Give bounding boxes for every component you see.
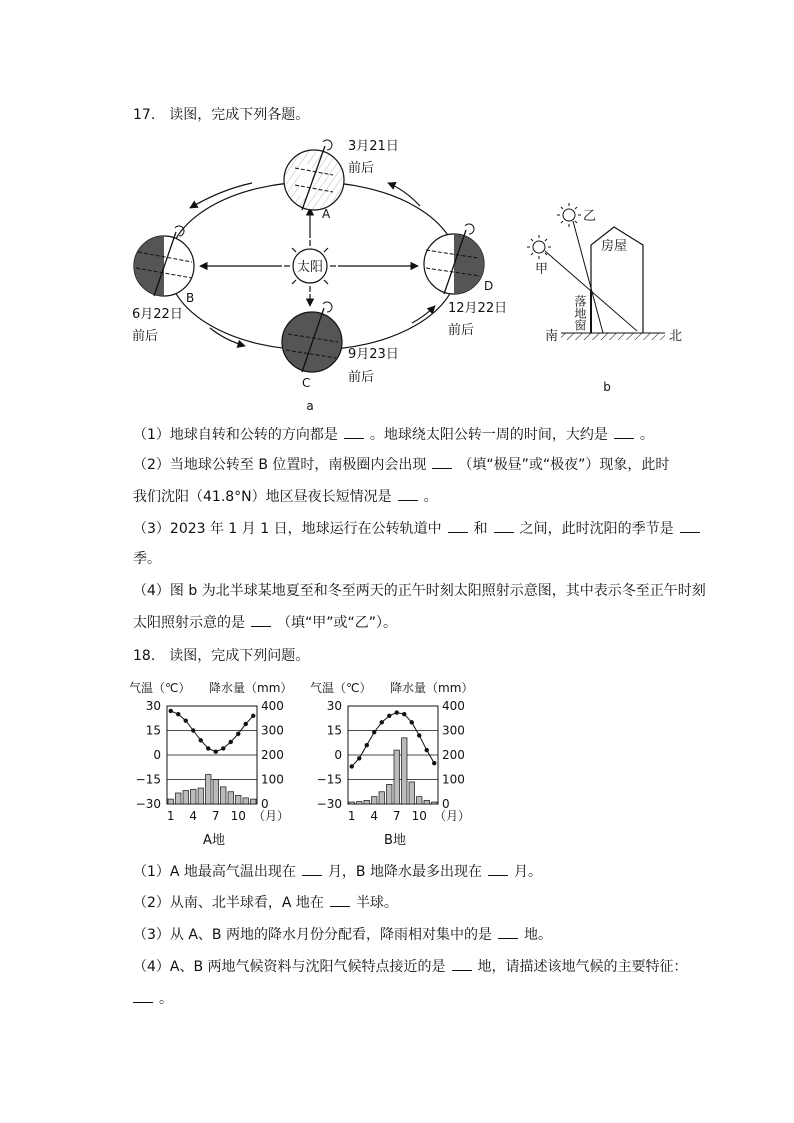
temp-tick-label: 30 [145, 699, 161, 713]
temp-point [432, 761, 436, 765]
precip-bar [236, 795, 242, 804]
temp-point [417, 733, 421, 737]
answer-blank[interactable] [330, 892, 350, 907]
precip-bar [357, 802, 363, 804]
precip-bar [417, 797, 423, 804]
precip-tick-label: 100 [442, 772, 465, 787]
precip-bar [213, 780, 219, 805]
temp-tick-label: −30 [316, 797, 342, 811]
precip-bar [394, 750, 400, 804]
precip-bar [409, 782, 415, 804]
precip-axis-label: 降水量（mm） [390, 681, 474, 695]
chart-title: A地 [203, 833, 225, 848]
answer-blank[interactable] [302, 861, 322, 876]
note-c: 前后 [348, 370, 375, 385]
temp-tick-label: −30 [135, 797, 161, 811]
precip-tick-label: 400 [442, 699, 465, 713]
precip-bar [243, 798, 249, 804]
chart-title: B地 [384, 833, 406, 848]
precip-bar [424, 800, 430, 804]
sun-jia-icon [527, 235, 551, 259]
temp-tick-label: 15 [326, 723, 342, 738]
temp-point [387, 714, 391, 718]
q18-sub4-line2: 。 [133, 988, 173, 1009]
label-point-a: A [322, 207, 331, 221]
note-a: 前后 [348, 161, 375, 176]
temp-point [402, 712, 406, 716]
precip-bar [364, 800, 370, 804]
precip-tick-label: 400 [261, 699, 284, 713]
month-tick-label: 7 [392, 809, 401, 823]
temp-tick-label: 15 [145, 723, 161, 738]
month-unit-label: （月） [434, 809, 471, 823]
q17-sub3-line1: （3）2023 年 1 月 1 日，地球运行在公转轨道中 和 之间，此时沈阳的季节是 [133, 518, 706, 539]
q17-sub4-line2: 太阳照射示意的是 （填“甲”或“乙”）。 [133, 612, 397, 633]
precip-bar [432, 802, 438, 804]
precip-bar [176, 793, 182, 804]
fig-b-caption: b [603, 380, 611, 394]
precip-bar [228, 792, 234, 804]
month-tick-label: 10 [411, 809, 427, 823]
answer-blank[interactable] [452, 956, 472, 971]
note-d: 前后 [448, 323, 475, 338]
precip-tick-label: 0 [442, 797, 450, 811]
q17-number: 17. [133, 107, 156, 123]
month-tick-label: 4 [189, 809, 198, 823]
precip-bar [402, 738, 408, 804]
month-tick-label: 1 [347, 809, 356, 823]
precip-tick-label: 200 [442, 748, 465, 762]
earth-b [134, 226, 194, 296]
month-tick-label: 10 [230, 809, 246, 823]
temp-line [352, 713, 435, 767]
temp-tick-label: −15 [316, 772, 342, 787]
answer-blank[interactable] [133, 988, 153, 1003]
climate-chart-b [306, 676, 486, 851]
precip-bar [349, 802, 355, 804]
fig-a-caption: a [306, 399, 314, 413]
temp-point [199, 738, 203, 742]
temp-tick-label: 0 [153, 748, 161, 762]
month-tick-label: 7 [211, 809, 220, 823]
answer-blank[interactable] [251, 612, 271, 627]
precip-tick-label: 100 [261, 772, 284, 787]
temp-tick-label: −15 [135, 772, 161, 787]
temp-point [372, 730, 376, 734]
label-house: 房屋 [601, 239, 628, 254]
q17-prompt: 读图，完成下列各题。 [169, 107, 310, 123]
precip-bar [191, 789, 197, 804]
temp-point [425, 748, 429, 752]
q17-sub2-line2: 我们沈阳（41.8°N）地区昼夜长短情况是 。 [133, 486, 438, 507]
q18-number: 18. [133, 648, 156, 664]
temp-point [176, 712, 180, 716]
answer-blank[interactable] [614, 424, 634, 439]
q17-title [133, 104, 309, 124]
temp-point [380, 720, 384, 724]
q18-sub2: （2）从南、北半球看，A 地在 半球。 [133, 892, 398, 913]
precip-bar [372, 797, 378, 804]
q17-sub2-line1: （2）当地球公转至 B 位置时，南极圈内会出现 （填“极昼”或“极夜”）现象，此时 [133, 454, 669, 475]
label-point-b: B [186, 291, 195, 305]
precip-bar [183, 791, 189, 804]
temp-tick-label: 30 [326, 699, 342, 713]
temp-axis-label: 气温（℃） [129, 681, 191, 695]
q18-title [133, 645, 309, 665]
precip-tick-label: 300 [442, 723, 465, 738]
q18-prompt: 读图，完成下列问题。 [169, 648, 310, 664]
temp-point [395, 710, 399, 714]
earth-d [424, 224, 484, 294]
precip-bar [379, 792, 385, 804]
temp-tick-label: 0 [334, 748, 342, 762]
month-unit-label: （月） [253, 809, 290, 823]
q18-sub4-line1: （4）A、B 两地气候资料与沈阳气候特点接近的是 地，请描述该地气候的主要特征： [133, 956, 688, 977]
precip-bar [198, 788, 204, 804]
label-point-c: C [302, 376, 311, 390]
month-tick-label: 1 [166, 809, 175, 823]
label-jia: 甲 [535, 262, 549, 277]
precip-bar [387, 784, 393, 804]
temp-axis-label: 气温（℃） [310, 681, 372, 695]
temp-point [357, 756, 361, 760]
date-a: 3月21日 [348, 139, 399, 154]
temp-point [169, 709, 173, 713]
q17-figure-a [120, 128, 520, 418]
label-south: 南 [545, 329, 559, 344]
temp-point [221, 746, 225, 750]
answer-blank[interactable] [488, 861, 508, 876]
precip-bar [168, 799, 174, 804]
date-d: 12月22日 [448, 301, 508, 316]
q17-sub1: （1）地球自转和公转的方向都是 。地球绕太阳公转一周的时间，大约是 。 [133, 424, 654, 445]
q18-sub3: （3）从 A、B 两地的降水月份分配看，降雨相对集中的是 地。 [133, 924, 552, 945]
precip-bar [206, 775, 212, 804]
temp-point [184, 719, 188, 723]
precip-axis-label: 降水量（mm） [209, 681, 293, 695]
q17-sub4-line1: （4）图 b 为北半球某地夏至和冬至两天的正午时刻太阳照射示意图，其中表示冬至正午时刻 [133, 583, 706, 599]
answer-blank[interactable] [344, 424, 364, 439]
precip-bar [251, 799, 257, 804]
earth-c [282, 302, 342, 372]
note-b: 前后 [132, 329, 159, 344]
answer-blank[interactable] [494, 518, 514, 533]
precip-tick-label: 300 [261, 723, 284, 738]
q18-sub1: （1）A 地最高气温出现在 月，B 地降水最多出现在 月。 [133, 861, 542, 882]
label-window: 落地窗 [573, 295, 587, 331]
temp-point [251, 714, 255, 718]
temp-point [236, 732, 240, 736]
date-c: 9月23日 [348, 347, 399, 362]
precip-bar [221, 787, 227, 804]
q17-figure-b [525, 195, 695, 400]
label-yi: 乙 [583, 209, 597, 224]
temp-point [229, 740, 233, 744]
temp-point [206, 746, 210, 750]
answer-blank[interactable] [680, 518, 700, 533]
answer-blank[interactable] [498, 924, 518, 939]
temp-point [410, 720, 414, 724]
temp-point [191, 728, 195, 732]
precip-tick-label: 200 [261, 748, 284, 762]
precip-tick-label: 0 [261, 797, 269, 811]
temp-point [365, 743, 369, 747]
label-point-d: D [484, 279, 494, 293]
temp-point [214, 750, 218, 754]
q17-sub3-line2: 季。 [133, 551, 161, 567]
sun-label: 太阳 [296, 260, 324, 275]
sun-yi-icon [557, 203, 581, 227]
answer-blank[interactable] [432, 454, 452, 469]
date-b: 6月22日 [132, 307, 183, 322]
month-tick-label: 4 [370, 809, 379, 823]
earth-a [284, 140, 344, 210]
temp-point [244, 722, 248, 726]
climate-chart-a [125, 676, 305, 851]
temp-point [350, 764, 354, 768]
label-north: 北 [669, 329, 683, 344]
temp-line [171, 711, 254, 752]
answer-blank[interactable] [448, 518, 468, 533]
answer-blank[interactable] [398, 486, 418, 501]
